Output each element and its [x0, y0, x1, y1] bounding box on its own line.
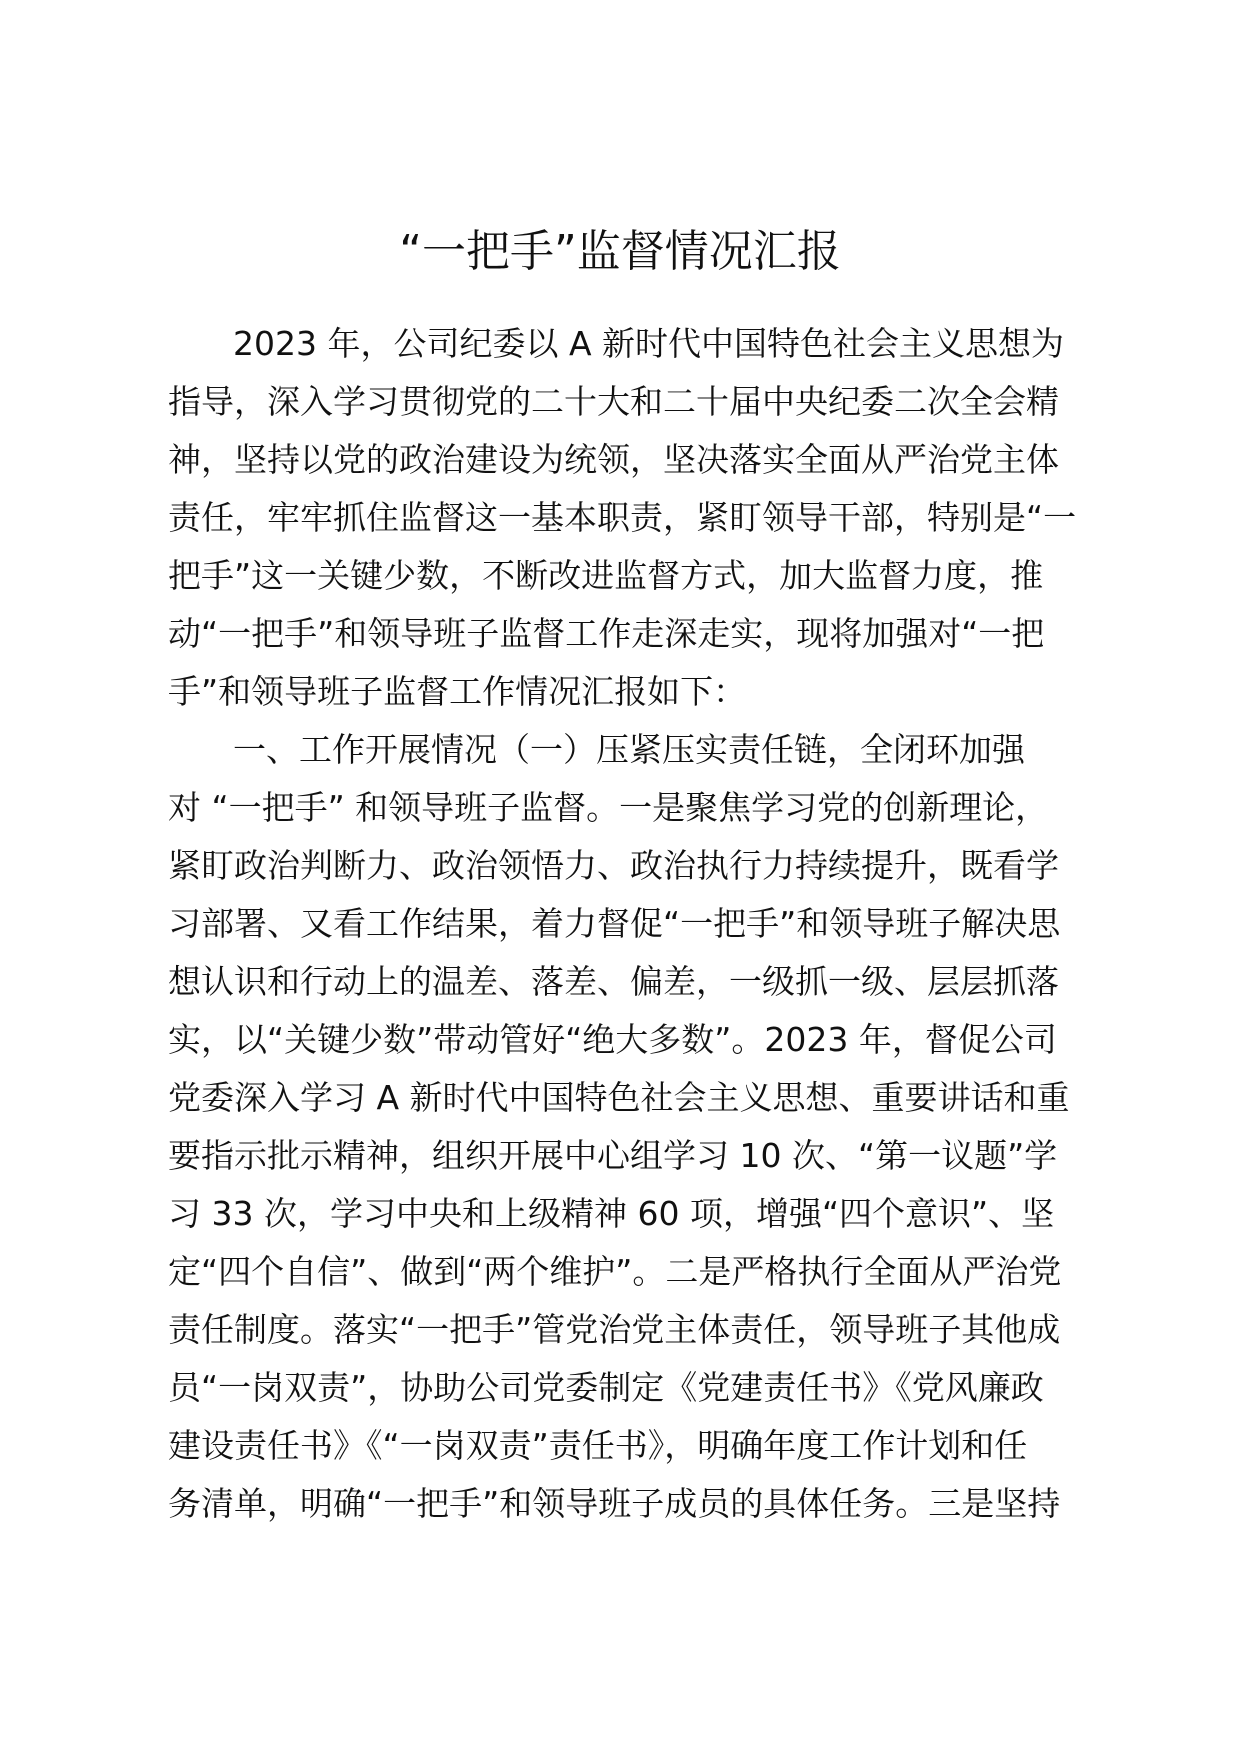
paragraph-line: 想认识和行动上的温差、落差、偏差，一级抓一级、层层抓落 [168, 962, 1059, 1001]
paragraph-line: 把手”这一关键少数，不断改进监督方式，加大监督力度，推 [168, 556, 1044, 595]
paragraph-line: 责任，牢牢抓住监督这一基本职责，紧盯领导干部，特别是“一 [168, 498, 1077, 537]
paragraph-line: 实，以“关键少数”带动管好“绝大多数”。2023 年，督促公司 [168, 1020, 1057, 1059]
paragraph-line: 责任制度。落实“一把手”管党治党主体责任，领导班子其他成 [168, 1310, 1061, 1349]
paragraph-line: 动“一把手”和领导班子监督工作走深走实，现将加强对“一把 [168, 614, 1045, 653]
paragraph-line: 务清单，明确“一把手”和领导班子成员的具体任务。三是坚持 [168, 1484, 1061, 1523]
paragraph-line: 员“一岗双责”，协助公司党委制定《党建责任书》《党风廉政 [168, 1368, 1044, 1407]
document-title: “一把手”监督情况汇报 [399, 226, 841, 277]
paragraph-line: 要指示批示精神，组织开展中心组学习 10 次、“第一议题”学 [168, 1136, 1058, 1175]
paragraph-line: 指导，深入学习贯彻党的二十大和二十届中央纪委二次全会精 [168, 382, 1059, 421]
paragraph-line: 建设责任书》《“一岗双责”责任书》，明确年度工作计划和任 [168, 1426, 1028, 1465]
paragraph-line: 党委深入学习 A 新时代中国特色社会主义思想、重要讲话和重 [168, 1078, 1070, 1117]
paragraph-line: 2023 年，公司纪委以 A 新时代中国特色社会主义思想为 [233, 324, 1065, 363]
paragraph-line: 对 “一把手” 和领导班子监督。一是聚焦学习党的创新理论， [168, 788, 1049, 827]
paragraph-line: 定“四个自信”、做到“两个维护”。二是严格执行全面从严治党 [168, 1252, 1062, 1291]
paragraph-line: 习 33 次，学习中央和上级精神 60 项，增强“四个意识”、坚 [168, 1194, 1055, 1233]
paragraph-line: 一、工作开展情况（一）压紧压实责任链，全闭环加强 [233, 730, 1025, 769]
paragraph-line: 手”和领导班子监督工作情况汇报如下： [168, 672, 747, 711]
paragraph-line: 神，坚持以党的政治建设为统领，坚决落实全面从严治党主体 [168, 440, 1059, 479]
paragraph-line: 紧盯政治判断力、政治领悟力、政治执行力持续提升，既看学 [168, 846, 1059, 885]
paragraph-line: 习部署、又看工作结果，着力督促“一把手”和领导班子解决思 [168, 904, 1061, 943]
